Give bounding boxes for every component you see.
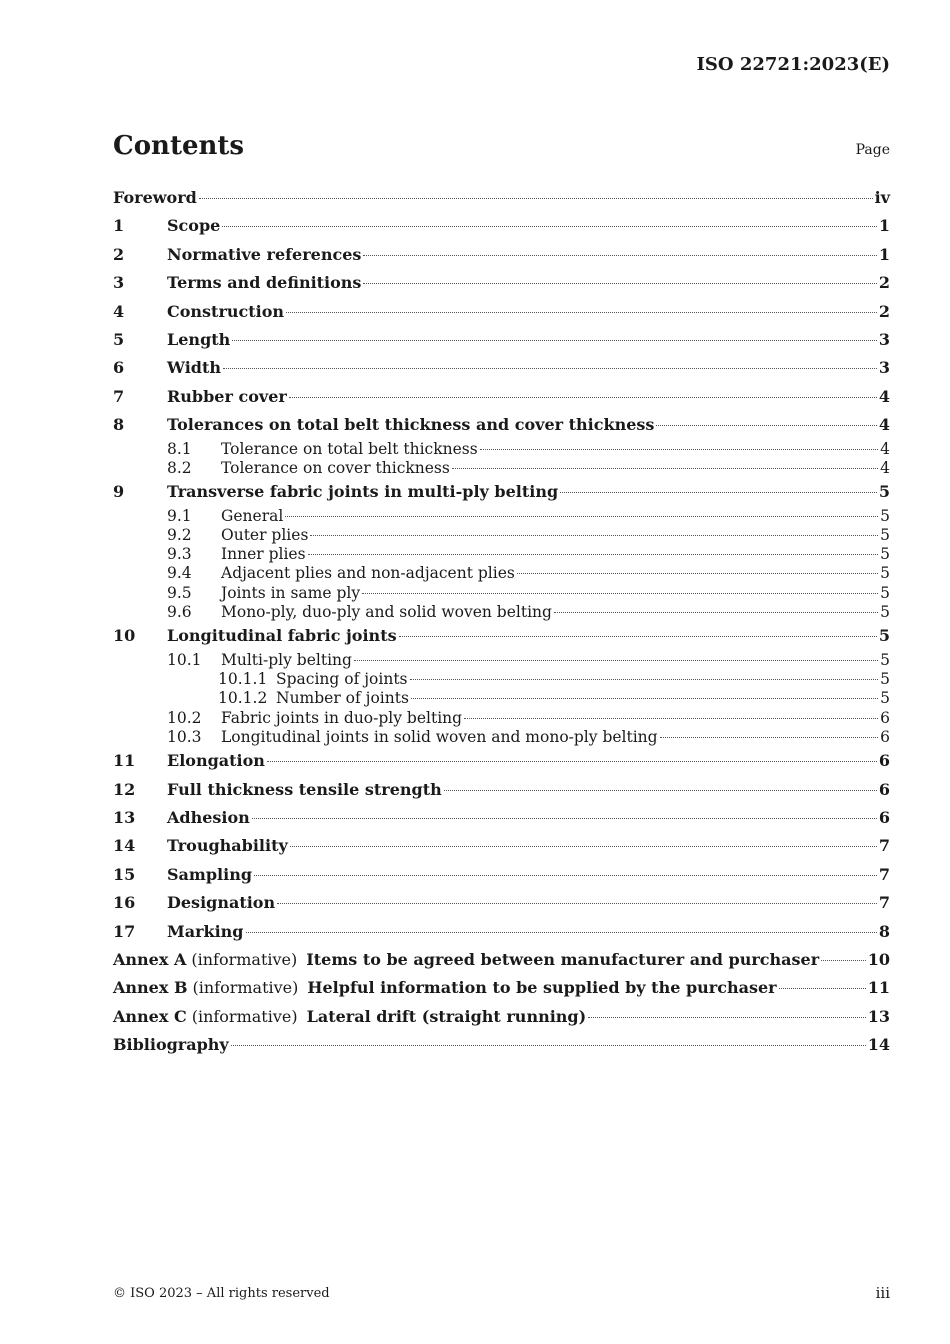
toc-entry-number: 4	[113, 301, 125, 321]
toc-entry-title: Sampling	[167, 864, 253, 884]
toc-entry[interactable]	[113, 974, 890, 1002]
toc-leader-dots	[411, 698, 878, 699]
toc-annex-type: (informative)	[192, 978, 299, 998]
toc-entry-title: Full thickness tensile strength	[167, 779, 442, 799]
toc-leader-dots	[246, 932, 877, 933]
toc-entry-page: 4	[880, 439, 890, 458]
toc-entry-number: 14	[113, 836, 136, 856]
toc-entry[interactable]	[113, 747, 890, 775]
toc-entry-number: 7	[113, 386, 125, 406]
toc-leader-dots	[452, 468, 878, 469]
toc-leader-dots	[285, 516, 878, 517]
toc-leader-dots	[410, 679, 879, 680]
toc-entry-title: Longitudinal joints in solid woven and mono-ply belting	[221, 727, 658, 746]
toc-entry[interactable]	[113, 1003, 890, 1031]
toc-leader-dots	[199, 198, 873, 199]
toc-entry-page: 1	[878, 216, 890, 236]
toc-entry-title: Number of joints	[276, 689, 409, 708]
toc-entry-title: Outer plies	[221, 525, 309, 544]
toc-entry-title: Construction	[167, 301, 285, 321]
toc-leader-dots	[310, 535, 878, 536]
toc-leader-dots	[222, 226, 877, 227]
toc-entry-title: Width	[167, 358, 221, 378]
toc-entry-page: 3	[878, 329, 890, 349]
toc-entry-number: 16	[113, 893, 136, 913]
toc-entry[interactable]	[113, 946, 890, 974]
toc-entry-number: 6	[113, 358, 125, 378]
toc-entry-title: Scope	[167, 216, 221, 236]
document-id: ISO 22721:2023(E)	[696, 54, 890, 75]
toc-entry-number: 8.1	[167, 439, 192, 458]
toc-entry-title: Multi-ply belting	[221, 650, 352, 669]
toc-annex-label: Annex C	[113, 1006, 187, 1026]
toc-entry-title: Spacing of joints	[276, 669, 408, 688]
toc-entry[interactable]	[113, 728, 890, 747]
toc-entry-page: 14	[867, 1035, 890, 1055]
toc-leader-dots	[821, 960, 866, 961]
toc-entry-page: 2	[878, 301, 890, 321]
toc-entry[interactable]	[113, 1031, 890, 1059]
toc-entry-number: 9.2	[167, 525, 192, 544]
toc-entry-number: 8	[113, 415, 125, 435]
toc-entry-number: 17	[113, 921, 136, 941]
toc-entry-page: 4	[880, 458, 890, 477]
toc-leader-dots	[779, 988, 866, 989]
toc-entry-page: 6	[880, 708, 890, 727]
toc-leader-dots	[277, 903, 877, 904]
toc-entry-number: 12	[113, 779, 136, 799]
toc-entry-title: Mono-ply, duo-ply and solid woven belting	[221, 602, 552, 621]
toc-entry-number: 2	[113, 244, 125, 264]
toc-entry-title: Tolerances on total belt thickness and cover thickness	[167, 415, 655, 435]
table-of-contents	[113, 184, 890, 1059]
toc-entry-number: 10.1.1	[218, 669, 268, 688]
toc-entry-title: Fabric joints in duo-ply belting	[221, 708, 463, 727]
toc-entry-number: 10.1	[167, 650, 202, 669]
toc-entry-title: Foreword	[113, 188, 197, 207]
toc-entry[interactable]	[113, 212, 890, 240]
toc-entry-page: 6	[880, 727, 890, 746]
toc-leader-dots	[254, 875, 877, 876]
toc-leader-dots	[363, 283, 876, 284]
page-column-label: Page	[855, 142, 890, 158]
toc-entry-title: General	[221, 506, 284, 525]
toc-entry-number: 9.1	[167, 506, 192, 525]
toc-entry[interactable]	[113, 689, 890, 708]
toc-entry-title: Terms and definitions	[167, 273, 362, 293]
toc-leader-dots	[362, 593, 878, 594]
toc-entry-title: Transverse fabric joints in multi-ply belting	[167, 482, 559, 502]
toc-entry-number: 10.2	[167, 708, 202, 727]
toc-entry-page: 5	[880, 525, 890, 544]
toc-leader-dots	[286, 312, 877, 313]
toc-entry-title: Joints in same ply	[221, 583, 361, 602]
toc-entry-page: 5	[880, 583, 890, 602]
toc-entry-number: 9	[113, 482, 125, 502]
toc-entry-page: 8	[878, 921, 890, 941]
toc-leader-dots	[464, 718, 878, 719]
toc-entry-title: Helpful information to be supplied by the purchaser	[307, 978, 777, 998]
toc-entry[interactable]	[113, 545, 890, 564]
toc-entry[interactable]	[113, 564, 890, 583]
toc-leader-dots	[252, 818, 877, 819]
toc-entry-page: 5	[878, 626, 890, 646]
toc-entry-page: 6	[878, 779, 890, 799]
toc-leader-dots	[231, 1045, 866, 1046]
toc-entry[interactable]	[113, 241, 890, 269]
toc-entry-page: 5	[878, 482, 890, 502]
toc-entry-title: Tolerance on total belt thickness	[221, 439, 478, 458]
toc-entry[interactable]	[113, 651, 890, 670]
toc-leader-dots	[354, 660, 878, 661]
toc-entry-number: 10.1.2	[218, 689, 268, 708]
toc-entry-number: 11	[113, 751, 136, 771]
toc-entry[interactable]	[113, 326, 890, 354]
toc-entry-title: Longitudinal fabric joints	[167, 626, 397, 646]
toc-entry[interactable]	[113, 507, 890, 526]
toc-entry-title: Inner plies	[221, 545, 306, 564]
toc-entry-title: Rubber cover	[167, 386, 287, 406]
toc-entry-page: 7	[878, 836, 890, 856]
toc-entry-page: 5	[880, 650, 890, 669]
toc-entry[interactable]	[113, 832, 890, 860]
toc-entry[interactable]	[113, 709, 890, 728]
toc-entry-title: Normative references	[167, 244, 362, 264]
footer-page-number: iii	[875, 1284, 890, 1302]
toc-leader-dots	[308, 554, 879, 555]
toc-entry-title: Tolerance on cover thickness	[221, 458, 450, 477]
toc-leader-dots	[554, 612, 878, 613]
toc-entry[interactable]	[113, 269, 890, 297]
toc-leader-dots	[223, 368, 877, 369]
toc-entry[interactable]	[113, 622, 890, 650]
toc-entry-title: Bibliography	[113, 1035, 229, 1055]
toc-leader-dots	[560, 492, 877, 493]
toc-entry[interactable]	[113, 889, 890, 917]
toc-leader-dots	[290, 846, 877, 847]
toc-entry-page: 5	[880, 506, 890, 525]
toc-entry[interactable]	[113, 459, 890, 478]
toc-entry-title: Adhesion	[167, 807, 250, 827]
toc-entry-page: 13	[867, 1006, 890, 1026]
toc-entry-page: 10	[867, 949, 890, 969]
toc-leader-dots	[363, 255, 876, 256]
toc-annex-type: (informative)	[191, 1006, 298, 1026]
toc-entry-page: 4	[878, 415, 890, 435]
toc-annex-type: (informative)	[191, 949, 298, 969]
toc-entry-number: 8.2	[167, 458, 192, 477]
toc-entry-title: Lateral drift (straight running)	[306, 1006, 587, 1026]
toc-entry-number: 9.3	[167, 545, 192, 564]
toc-annex-label: Annex A	[113, 949, 187, 969]
toc-entry-number: 10.3	[167, 727, 202, 746]
toc-entry-number: 3	[113, 273, 125, 293]
toc-entry-page: iv	[874, 188, 890, 207]
toc-entry-number: 1	[113, 216, 125, 236]
toc-entry-page: 11	[867, 978, 890, 998]
toc-entry[interactable]	[113, 526, 890, 545]
toc-entry-page: 7	[878, 864, 890, 884]
toc-leader-dots	[588, 1017, 866, 1018]
toc-annex-label: Annex B	[113, 978, 188, 998]
toc-entry-page: 5	[880, 689, 890, 708]
toc-entry[interactable]	[113, 861, 890, 889]
toc-entry-title: Troughability	[167, 836, 288, 856]
toc-entry[interactable]	[113, 383, 890, 411]
page-title: Contents	[113, 131, 245, 161]
toc-entry-page: 3	[878, 358, 890, 378]
toc-entry-page: 6	[878, 807, 890, 827]
toc-entry[interactable]	[113, 184, 890, 212]
toc-entry[interactable]	[113, 804, 890, 832]
toc-entry-page: 5	[880, 564, 890, 583]
toc-entry-number: 9.5	[167, 583, 192, 602]
toc-entry[interactable]	[113, 298, 890, 326]
toc-entry-page: 6	[878, 751, 890, 771]
toc-entry-page: 5	[880, 602, 890, 621]
toc-entry[interactable]	[113, 670, 890, 689]
toc-entry-number: 15	[113, 864, 136, 884]
toc-entry-page: 2	[878, 273, 890, 293]
toc-entry[interactable]	[113, 440, 890, 459]
toc-entry-title: Designation	[167, 893, 276, 913]
toc-entry-number: 13	[113, 807, 136, 827]
toc-entry-title: Elongation	[167, 751, 265, 771]
toc-entry[interactable]	[113, 354, 890, 382]
toc-leader-dots	[444, 790, 877, 791]
toc-entry[interactable]	[113, 478, 890, 506]
toc-entry-number: 9.4	[167, 564, 192, 583]
toc-leader-dots	[399, 636, 877, 637]
toc-entry-title: Adjacent plies and non-adjacent plies	[221, 564, 515, 583]
toc-entry-title: Length	[167, 329, 231, 349]
toc-entry[interactable]	[113, 411, 890, 439]
toc-entry-number: 5	[113, 329, 125, 349]
toc-leader-dots	[517, 573, 878, 574]
toc-leader-dots	[480, 449, 878, 450]
toc-entry[interactable]	[113, 776, 890, 804]
toc-entry[interactable]	[113, 584, 890, 603]
toc-entry-page: 4	[878, 386, 890, 406]
footer-copyright: © ISO 2023 – All rights reserved	[113, 1286, 330, 1301]
toc-leader-dots	[660, 737, 879, 738]
toc-entry-title: Marking	[167, 921, 244, 941]
toc-leader-dots	[267, 761, 877, 762]
toc-entry-page: 5	[880, 545, 890, 564]
toc-entry-page: 1	[878, 244, 890, 264]
toc-entry[interactable]	[113, 918, 890, 946]
toc-entry-number: 10	[113, 626, 136, 646]
toc-leader-dots	[289, 397, 877, 398]
toc-entry-page: 7	[878, 893, 890, 913]
toc-leader-dots	[656, 425, 876, 426]
toc-entry-title: Items to be agreed between manufacturer and purchaser	[306, 949, 820, 969]
toc-entry[interactable]	[113, 603, 890, 622]
toc-entry-page: 5	[880, 669, 890, 688]
toc-leader-dots	[232, 340, 877, 341]
toc-entry-number: 9.6	[167, 602, 192, 621]
